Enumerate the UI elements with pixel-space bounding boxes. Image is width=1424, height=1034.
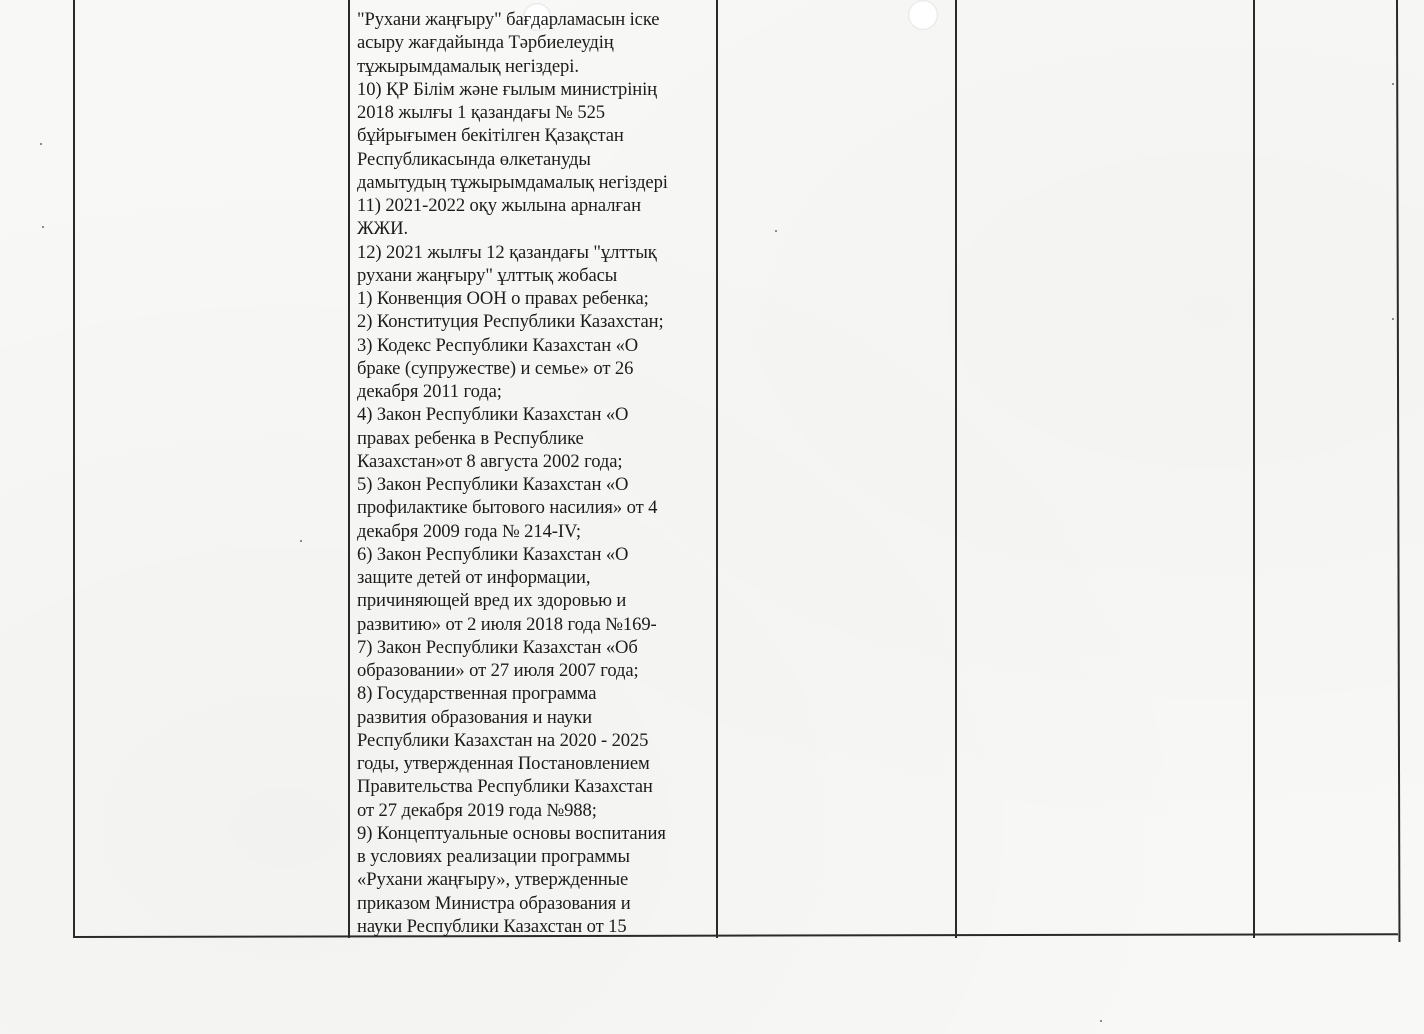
scan-speck [1100,1020,1102,1022]
paragraph-ru-item-1: 1) Конвенция ООН о правах ребенка; [357,288,649,309]
paragraph-ru-item-3: 3) Кодекс Республики Казахстан «О браке (супружестве) и семье» от 26 декабря 2011 года; [357,334,639,402]
table-left-border [73,0,75,938]
paragraph-ru-item-2: 2) Конституция Республики Казахстан; [357,311,664,333]
scan-speck [40,143,42,145]
paragraph-ru-item-7: 7) Закон Республики Казахстан «Об образовании» от 27 июля 2007 года; [357,636,639,681]
paragraph-rukhani-concept-end: "Рухани жаңғыру" бағдарламасын іске асыру жағдайында Тәрбиелеудің тұжырымдамалық негіздері. [357,9,660,77]
scan-speck [300,540,302,542]
table-bottom-border [73,933,1398,938]
paragraph-ru-item-8: 8) Государственная программа развития образования и науки Республики Казахстан на 2020 - 2025 годы, утвержденная Постановлением Правительства Республики Казахстан от 27 декабря 2019 года №988; [357,683,653,821]
table-column-divider-3 [955,0,957,938]
paragraph-ru-item-6: 6) Закон Республики Казахстан «О защите детей от информации, причиняющей вред их здоровью и развитию» от 2 июля 2018 года №169- [357,543,657,635]
table-right-border [1396,0,1400,942]
legal-basis-cell [357,8,713,938]
paragraph-ru-item-5: 5) Закон Республики Казахстан «О профилактике бытового насилия» от 4 декабря 2009 года № 214-IV; [357,474,658,542]
table-column-divider-1 [348,0,350,938]
table-column-divider-4 [1253,0,1255,938]
paragraph-ru-item-4: 4) Закон Республики Казахстан «О правах ребенка в Республике Казахстан»от 8 августа 2002 года; [357,404,629,472]
paragraph-item-10: 10) ҚР Білім және ғылым министрінің 2018 жылғы 1 қазандағы № 525 бұйрығымен бекітілген Қазақстан Республикасында өлкетануды дамытудың тұжырымдамалық негіздері [357,78,668,193]
scan-speck [775,230,777,232]
punch-hole-mark [908,0,938,30]
scan-speck [1392,83,1394,85]
paragraph-item-11: 11) 2021-2022 оқу жылына арналған ЖЖИ. [357,195,641,240]
paragraph-item-12: 12) 2021 жылғы 12 қазандағы "ұлттық рухани жаңғыру" ұлттық жобасы [357,241,657,286]
paragraph-ru-item-9: 9) Концептуальные основы воспитания в условиях реализации программы «Рухани жаңғыру», утвержденные приказом Министра образования и науки Республики Казахстан от 15 [357,822,666,937]
scan-speck [1392,318,1394,320]
scan-speck [42,226,44,228]
table-column-divider-2 [716,0,718,938]
